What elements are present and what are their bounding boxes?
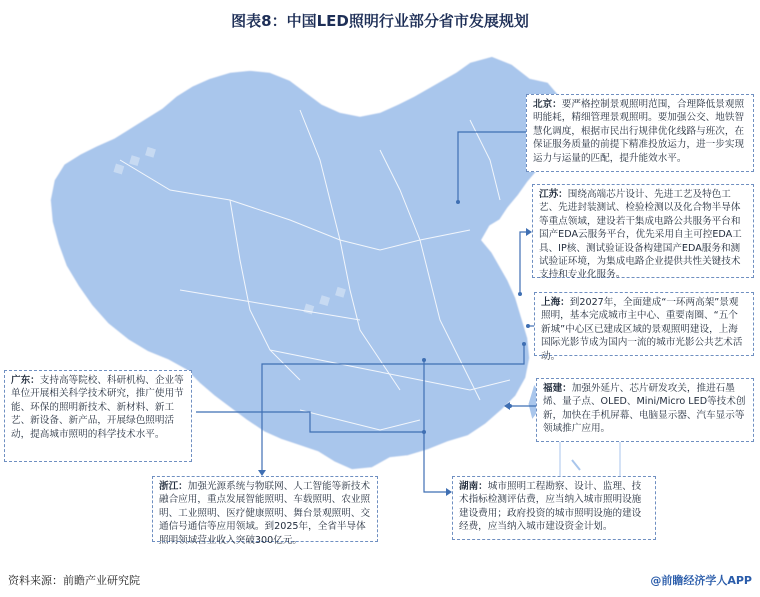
region-text: 加强光源系统与物联网、人工智能等新技术融合应用，重点发展智能照明、车载照明、农业照明、工业照明、医疗健康照明、舞台景观照明、交通信号通信等应用领域。到2025年，全省半导体照明领域营业收入突破300亿元。 bbox=[159, 481, 371, 546]
brand-credit bbox=[650, 572, 752, 588]
region-text: 要严格控制景观照明范围，合理降低景观照明能耗，精细管理景观照明。要加强公交、地铁智慧化调度，根据市民出行规律优化线路与班次，在保证服务质量的前提下精准投放运力，进一步实现运力与运量的匹配，提升能效水平。 bbox=[533, 99, 745, 164]
marker-beijing bbox=[456, 200, 460, 204]
watermark-1: ◆ ◆ ◆ bbox=[108, 139, 160, 180]
marker-shanghai bbox=[526, 324, 530, 328]
region-name: 江苏： bbox=[539, 189, 568, 200]
region-box-beijing bbox=[526, 94, 754, 172]
region-name: 北京： bbox=[533, 99, 562, 110]
marker-zhejiang bbox=[522, 342, 526, 346]
region-box-shanghai bbox=[534, 292, 754, 362]
source-note: 资料来源：前瞻产业研究院 bbox=[8, 574, 140, 587]
region-box-hunan bbox=[452, 476, 656, 540]
region-text: 到2027年，全面建成“一环两高架”景观照明，基本完成城市主中心、重要南圈、“五个新城”中心区已建成区域的景观照明建设，上海国际光影节成为国内一流的城市光影公共艺术活动。 bbox=[541, 297, 743, 362]
marker-jiangsu bbox=[518, 292, 522, 296]
brand-text: @前瞻经济学人APP bbox=[650, 574, 752, 587]
region-box-jiangsu bbox=[532, 184, 754, 281]
marker-hunan bbox=[422, 358, 426, 362]
region-name: 广东： bbox=[11, 375, 40, 386]
page-title: 图表8：中国LED照明行业部分省市发展规划 bbox=[231, 12, 529, 30]
region-box-guangdong bbox=[4, 370, 192, 462]
marker-fujian bbox=[508, 404, 512, 408]
watermark-2: ◆ ◆ ◆ bbox=[298, 279, 350, 320]
region-text: 加强外延片、芯片研发攻关，推进石墨烯、量子点、OLED、Mini/Micro LED等技术创新，加快在手机屏幕、电脑显示器、汽车显示等领域推广应用。 bbox=[543, 383, 746, 435]
region-text: 围绕高端芯片设计、先进工艺及特色工艺、先进封装测试、检验检测以及化合物半导体等重点领域，建设若干集成电路公共服务平台和国产EDA云服务平台，优先采用自主可控EDA工具、IP核、测试验证设备构建国产EDA服务和测试验证环境，为集成电路企业提供共性关键技术支持和专业化服务。 bbox=[539, 189, 742, 281]
region-box-zhejiang bbox=[152, 476, 378, 546]
marker-guangdong bbox=[422, 430, 426, 434]
region-name: 浙江： bbox=[159, 481, 188, 492]
region-name: 上海： bbox=[541, 297, 570, 308]
region-text: 支持高等院校、科研机构、企业等单位开展相关科学技术研究，推广使用节能、环保的照明新技术、新材料、新工艺、新设备、新产品，开展绿色照明活动，提高城市照明的科学技术水平。 bbox=[11, 375, 184, 440]
leader-jiangsu bbox=[520, 232, 526, 294]
region-text: 城市照明工程勘察、设计、监理、技术指标检测评估费，应当纳入城市照明设施建设费用；政府投资的城市照明设施的建设经费，应当纳入城市建设资金计划。 bbox=[459, 481, 642, 533]
region-box-fujian bbox=[536, 378, 754, 442]
region-name: 福建： bbox=[543, 383, 572, 394]
region-name: 湖南： bbox=[459, 481, 488, 492]
